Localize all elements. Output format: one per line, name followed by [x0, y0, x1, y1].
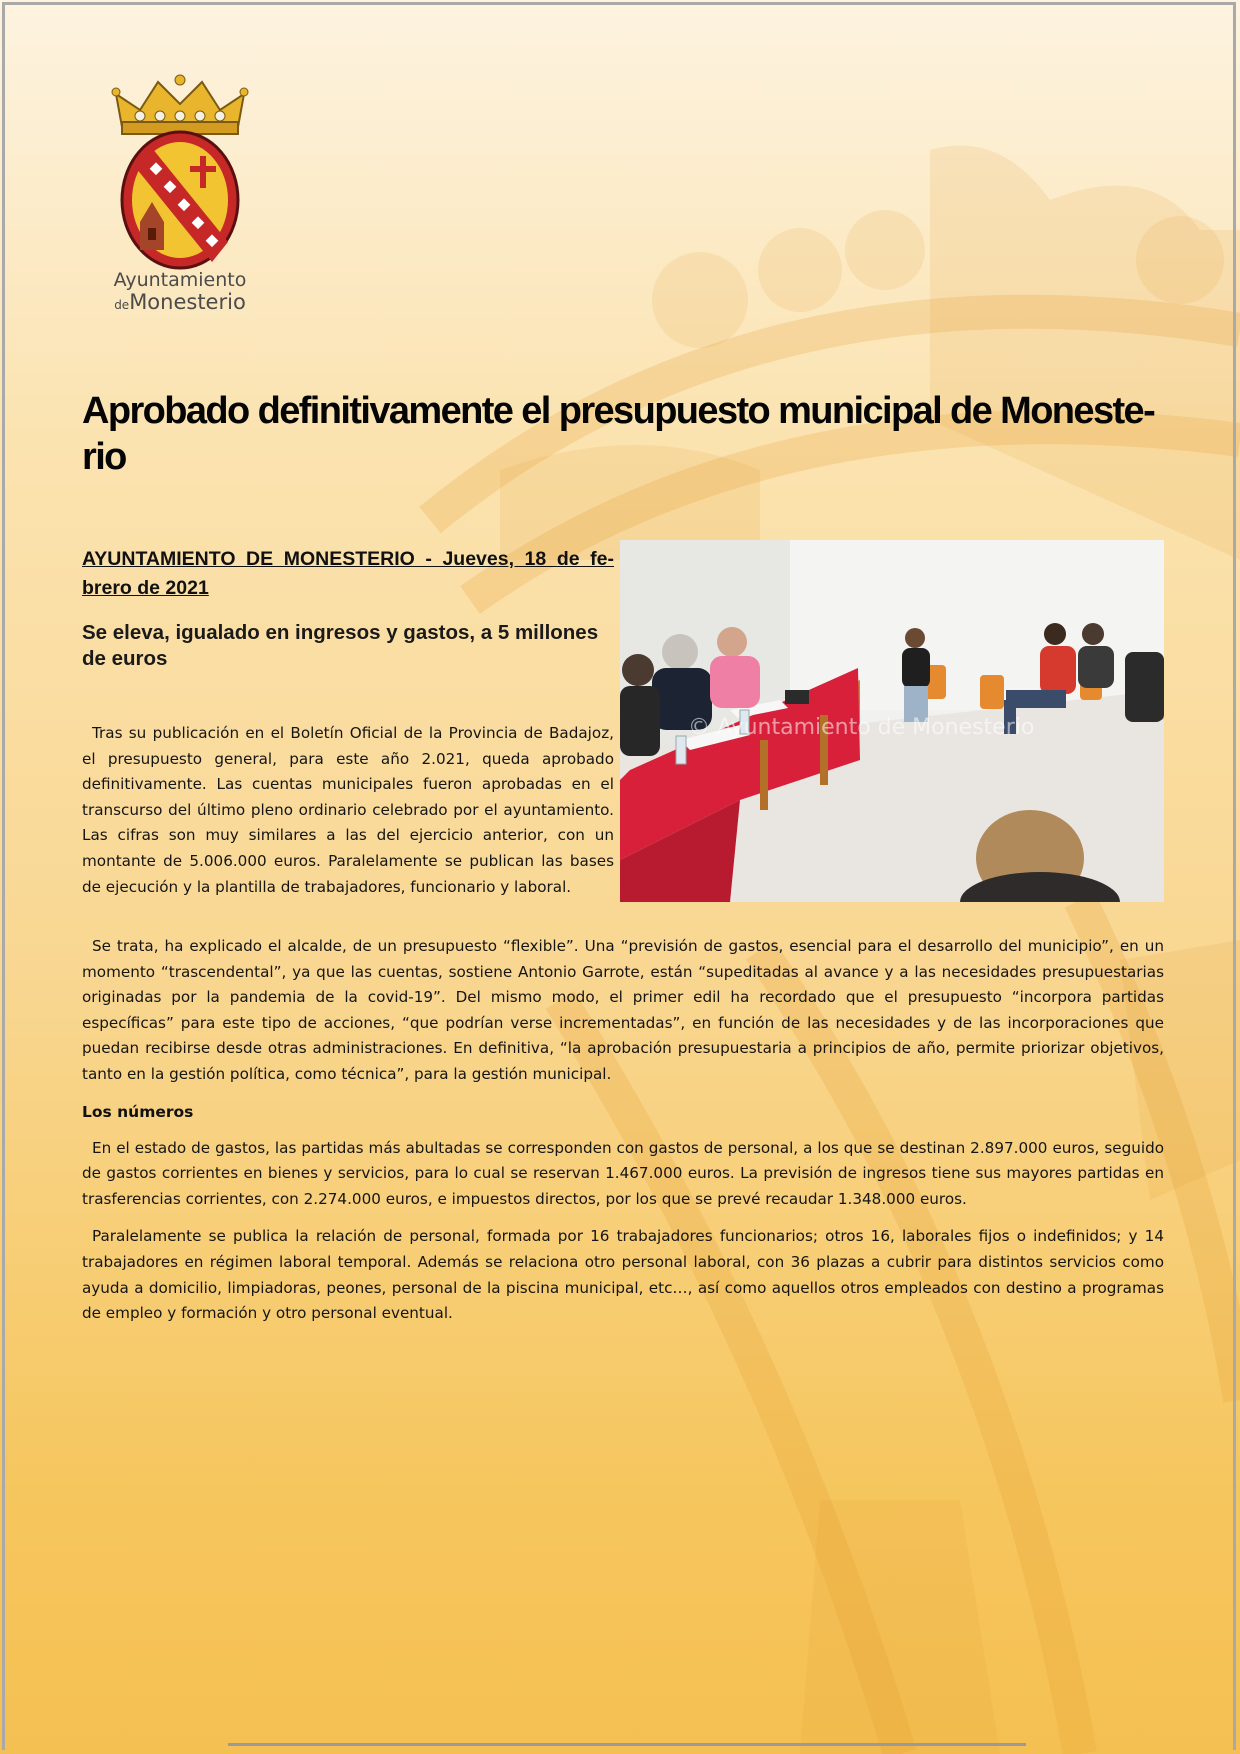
logo-line-monesterio — [100, 291, 260, 314]
paragraph-3: En el estado de gastos, las partidas más abultadas se corresponden con gastos de personal, a los que se destinan 2.897.000 euros, seguido de gastos corrientes en bienes y servicios, para lo cual se reservan 1.467.000 euros. La previsión de ingresos tiene sus mayores partidas en trasferencias corrientes, con 2.274.000 euros, e impuestos directos, por los que se prevé recaudar 1.348.000 euros. — [82, 1138, 1164, 1208]
footer-divider — [228, 1743, 1026, 1746]
crown-icon — [112, 75, 248, 134]
article-subtitle: Se eleva, igualado en ingresos y gastos, a 5 millones de euros — [82, 621, 599, 670]
meeting-photo — [620, 540, 1164, 902]
section-heading-numbers: Los números — [82, 1102, 194, 1121]
article-body — [82, 934, 1164, 1339]
logo-line-ayuntamiento: Ayuntamiento — [113, 269, 247, 291]
logo-prefix: de — [114, 297, 130, 312]
paragraph-2: Se trata, ha explicado el alcalde, de un presupuesto “flexible”. Una “previsión de gastos, esencial para el desarrollo del municipio”, en un momento “trascendental”, ya que las cuentas, sostiene Antonio Garrote, están “supeditadas al avance y a las necesidades presupuestarias originadas por la pandemia de la covid-19”. Del mismo modo, el primer edil ha recordado que el presupuesto “incorpora partidas específicas” para este tipo de acciones, “que podrían verse incrementadas”, en función de las necesidades y de las incorporaciones que puedan recibirse desde otras administraciones. En definitiva, “la aprobación presupuestaria a principios de año, permite priorizar objetivos, tanto en la gestión política, como técnica”, para la gestión municipal. — [82, 937, 1164, 1083]
article-intro — [82, 721, 614, 900]
article-headline: Aprobado definitivamente el presupuesto municipal de Monesterio — [82, 390, 1156, 478]
photo-watermark: © Ayuntamiento de Monesterio — [688, 715, 1035, 740]
paragraph-1: Tras su publicación en el Boletín Oficial de la Provincia de Badajoz, el presupuesto general, para este año 2.021, queda aprobado definitivamente. Las cuentas municipales fueron aprobadas en el transcurso del último pleno ordinario celebrado por el ayuntamiento. Las cifras son muy similares a las del ejercicio anterior, con un montante de 5.006.000 euros. Paralelamente se publican las bases de ejecución y la plantilla de trabajadores, funcionario y laboral. — [82, 724, 614, 896]
shield-icon — [122, 132, 238, 268]
paragraph-4: Paralelamente se publica la relación de personal, formada por 16 trabajadores funcionarios; otros 16, laborales fijos o indefinidos; y 14 trabajadores en régimen laboral temporal. Además se relaciona otro personal laboral, con 36 plazas a cubrir para distintos servicios como ayuda a domicilio, limpiadoras, peones, personal de la piscina municipal, etc…, así como aquellos otros empleados con destino a programas de empleo y formación y otro personal eventual. — [82, 1227, 1164, 1323]
logo-town: Monesterio — [129, 289, 246, 314]
article-byline: AYUNTAMIENTO DE MONESTERIO - Jueves, 18 de febrero de 2021 — [82, 548, 614, 599]
logo-text — [100, 270, 260, 314]
